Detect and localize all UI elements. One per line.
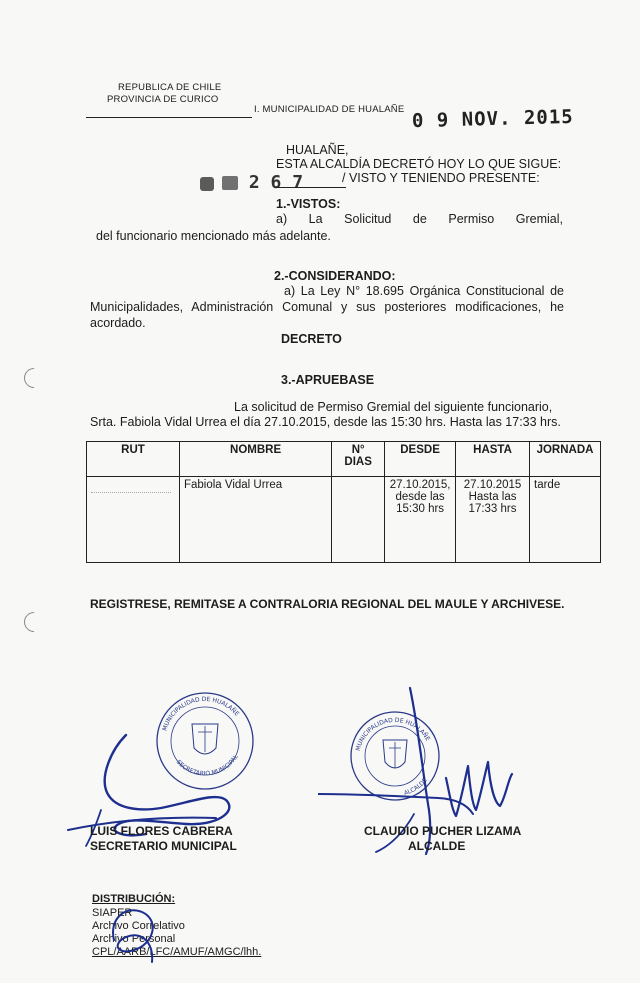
vistos-word: a) [276, 212, 288, 226]
right-seal-top-text: MUNICIPALIDAD DE HUALAÑE [354, 716, 432, 752]
considerando-title: 2.-CONSIDERANDO: [274, 269, 396, 283]
date-stamp: 0 9 NOV. 2015 [411, 105, 574, 133]
decreto-label: DECRETO [281, 332, 342, 346]
vistos-word: Solicitud [344, 212, 392, 226]
table-row [87, 477, 601, 563]
distribution-item: Archivo Correlativo [92, 920, 185, 932]
cell-dias [332, 477, 385, 563]
table-header-row [87, 442, 601, 477]
considerando-line2: Municipalidades, Administración Comunal y sus posteriores modificaciones, he [90, 300, 564, 314]
apruebase-line1: La solicitud de Permiso Gremial del siguiente funcionario, [234, 400, 553, 414]
col-header-dias [332, 442, 385, 477]
decree-line: ESTA ALCALDÍA DECRETÓ HOY LO QUE SIGUE: [276, 157, 562, 171]
vistos-word: Gremial, [515, 212, 563, 226]
rut-redaction [91, 491, 171, 493]
place-label: HUALAÑE, [286, 143, 349, 157]
col-header-nombre: NOMBRE [179, 442, 331, 477]
left-signer-title: SECRETARIO MUNICIPAL [90, 839, 237, 853]
permit-table [86, 441, 601, 563]
cell-desde-line3: 15:30 hrs [396, 503, 445, 515]
number-stamp-mark [200, 177, 214, 191]
col-header-dias-line2: DIAS [344, 456, 372, 468]
left-signer-name: LUIS FLORES CABRERA [90, 824, 233, 838]
header-municipality: I. MUNICIPALIDAD DE HUALAÑE [254, 104, 405, 115]
col-header-jornada: JORNADA [530, 442, 601, 477]
cell-jornada: tarde [530, 477, 601, 563]
apruebase-title: 3.-APRUEBASE [281, 373, 375, 387]
vistos-word: Permiso [448, 212, 495, 226]
vistos-title: 1.-VISTOS: [276, 197, 341, 211]
vistos-word: de [412, 212, 427, 226]
cell-hasta-line1: 27.10.2015 [463, 479, 522, 491]
col-header-rut: RUT [87, 442, 180, 477]
col-header-desde: DESDE [385, 442, 456, 477]
apruebase-line2: Srta. Fabiola Vidal Urrea el día 27.10.2015, desde las 15:30 hrs. Hasta las 17:33 hrs. [90, 415, 561, 429]
distribution-item: SIAPER [92, 907, 133, 919]
cell-rut [87, 477, 180, 563]
distribution-title: DISTRIBUCIÓN: [92, 893, 176, 905]
considerando-line1: a) La Ley N° 18.695 Orgánica Constitucional de [284, 284, 564, 298]
cell-hasta-line3: 17:33 hrs [468, 503, 517, 515]
header-province: PROVINCIA DE CURICO [107, 94, 219, 105]
vistos-line1 [276, 211, 563, 227]
left-seal-bottom-text: SECRETARIO MUNICIPAL [174, 753, 240, 778]
cell-desde-line1: 27.10.2015, [389, 479, 451, 491]
vistos-line2: del funcionario mencionado más adelante. [96, 229, 331, 243]
initials-scribble [104, 900, 174, 970]
cell-desde [385, 477, 456, 563]
considerando-line3: acordado. [90, 316, 146, 330]
distribution-item: CPL/AARB/LFC/AMUF/AMGC/lhh. [92, 946, 262, 958]
right-seal-bottom-text: ALCALDE [403, 776, 429, 798]
distribution-item: Archivo Personal [92, 933, 176, 945]
punch-hole-bottom [20, 608, 48, 636]
cell-hasta-line2: Hasta las [468, 491, 517, 503]
number-stamp-digits: 2 6 7 [248, 172, 304, 193]
cell-desde-line2: desde las [395, 491, 445, 503]
number-stamp-prefix [222, 176, 238, 190]
header-republic: REPUBLICA DE CHILE [118, 82, 222, 93]
closing-line: REGISTRESE, REMITASE A CONTRALORIA REGIONAL DEL MAULE Y ARCHIVESE. [90, 597, 565, 611]
header-rule [86, 117, 252, 118]
right-signer-name: CLAUDIO PUCHER LIZAMA [364, 824, 522, 838]
cell-hasta [456, 477, 530, 563]
left-seal-top-text: MUNICIPALIDAD DE HUALAÑE [161, 695, 241, 732]
col-header-hasta: HASTA [456, 442, 530, 477]
number-blank-line [276, 187, 346, 188]
vistos-word: La [308, 212, 323, 226]
visto-line: / VISTO Y TENIENDO PRESENTE: [342, 171, 540, 185]
number-stamp [222, 172, 303, 193]
cell-nombre: Fabiola Vidal Urrea [179, 477, 331, 563]
punch-hole-top [20, 364, 48, 392]
col-header-dias-line1: N° [351, 444, 365, 456]
right-signer-title: ALCALDE [408, 839, 466, 853]
